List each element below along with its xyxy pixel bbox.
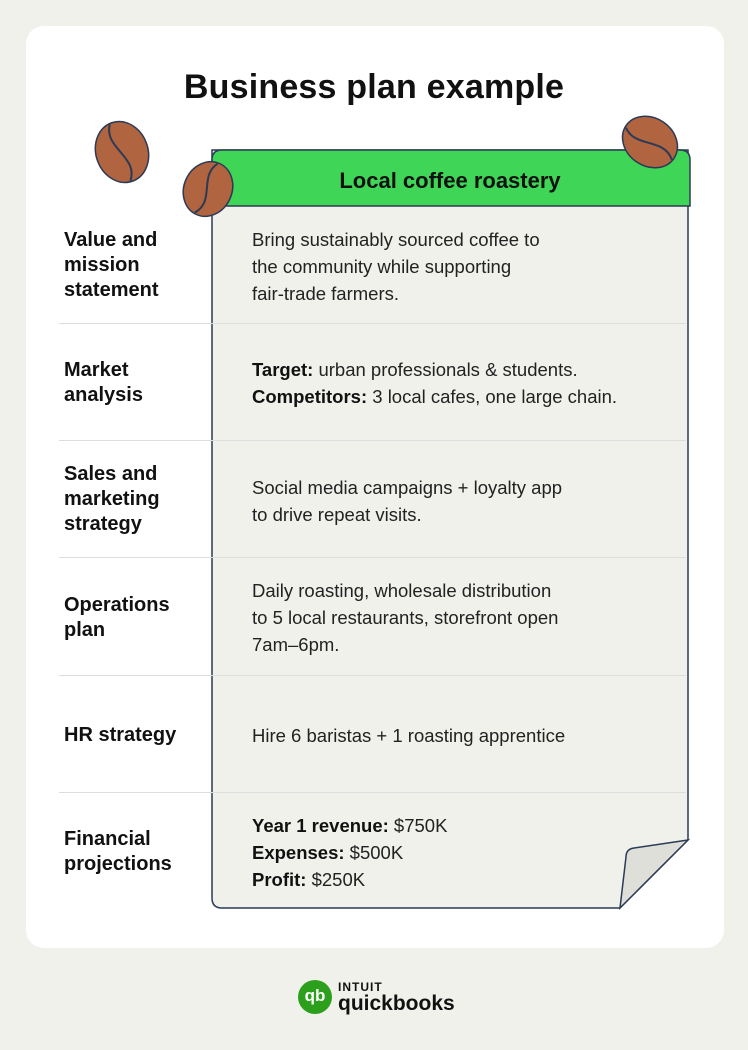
row-label-line: HR strategy bbox=[64, 724, 177, 746]
row-label-hr-strategy bbox=[64, 723, 204, 748]
row-label-line: plan bbox=[64, 619, 106, 641]
row-text-line: the community while supporting bbox=[252, 256, 512, 277]
row-label-market-analysis bbox=[64, 358, 204, 408]
row-label-line: Value and bbox=[64, 229, 158, 251]
row-label-line: Financial bbox=[64, 828, 151, 850]
row-text-line bbox=[252, 383, 672, 410]
row-text-line: Bring sustainably sourced coffee to bbox=[252, 229, 540, 250]
row-label-line: mission bbox=[64, 254, 140, 276]
row-text-line: to 5 local restaurants, storefront open bbox=[252, 607, 559, 628]
row-label-line: Market bbox=[64, 359, 129, 381]
row-text-value: $500K bbox=[344, 842, 404, 863]
row-text-market-analysis bbox=[252, 356, 672, 410]
row-text-line: Hire 6 baristas + 1 roasting apprentice bbox=[252, 725, 566, 746]
logo-intuit-text: INTUIT bbox=[338, 980, 383, 994]
row-divider bbox=[59, 675, 686, 676]
row-text-line: Daily roasting, wholesale distribution bbox=[252, 580, 552, 601]
row-text-key: Target: bbox=[252, 359, 314, 380]
row-text-key: Profit: bbox=[252, 869, 307, 890]
row-text-key: Year 1 revenue: bbox=[252, 815, 389, 836]
row-label-financial-projections bbox=[64, 827, 204, 877]
row-divider bbox=[59, 323, 686, 324]
row-text-line bbox=[252, 866, 672, 893]
row-divider bbox=[59, 557, 686, 558]
row-text-line: fair-trade farmers. bbox=[252, 283, 400, 304]
row-text-key: Competitors: bbox=[252, 386, 368, 407]
row-text-value: urban professionals & students. bbox=[313, 359, 578, 380]
quickbooks-logo-icon bbox=[298, 980, 332, 1014]
row-label-line: projections bbox=[64, 853, 172, 875]
quickbooks-logo-mark-text: qb bbox=[304, 986, 326, 1005]
row-text-key: Expenses: bbox=[252, 842, 345, 863]
row-divider bbox=[59, 792, 686, 793]
row-text-hr-strategy bbox=[252, 722, 672, 749]
row-label-sales-marketing bbox=[64, 462, 204, 537]
page-title: Business plan example bbox=[183, 68, 565, 106]
row-label-value-mission bbox=[64, 228, 204, 303]
row-text-value: 3 local cafes, one large chain. bbox=[367, 386, 618, 407]
row-text-sales-marketing bbox=[252, 474, 672, 528]
row-text-financial-projections bbox=[252, 812, 672, 893]
row-divider bbox=[59, 440, 686, 441]
row-label-line: Sales and bbox=[64, 463, 158, 485]
logo-quickbooks-text: quickbooks bbox=[338, 992, 455, 1015]
row-text-value: $750K bbox=[388, 815, 448, 836]
row-text-line bbox=[252, 839, 672, 866]
row-text-value: $250K bbox=[306, 869, 366, 890]
row-text-line: Social media campaigns + loyalty app bbox=[252, 477, 563, 498]
row-text-operations bbox=[252, 577, 672, 658]
row-label-line: strategy bbox=[64, 513, 142, 535]
row-text-line: 7am–6pm. bbox=[252, 634, 340, 655]
row-text-line bbox=[252, 812, 672, 839]
row-text-value-mission bbox=[252, 226, 672, 307]
row-label-line: marketing bbox=[64, 488, 160, 510]
plan-header: Local coffee roastery bbox=[339, 168, 561, 193]
row-label-line: Operations bbox=[64, 594, 170, 616]
row-text-line bbox=[252, 356, 672, 383]
row-label-line: analysis bbox=[64, 384, 143, 406]
row-text-line: to drive repeat visits. bbox=[252, 504, 422, 525]
row-label-line: statement bbox=[64, 279, 159, 301]
coffee-bean-icon bbox=[87, 114, 157, 190]
row-label-operations bbox=[64, 593, 204, 643]
